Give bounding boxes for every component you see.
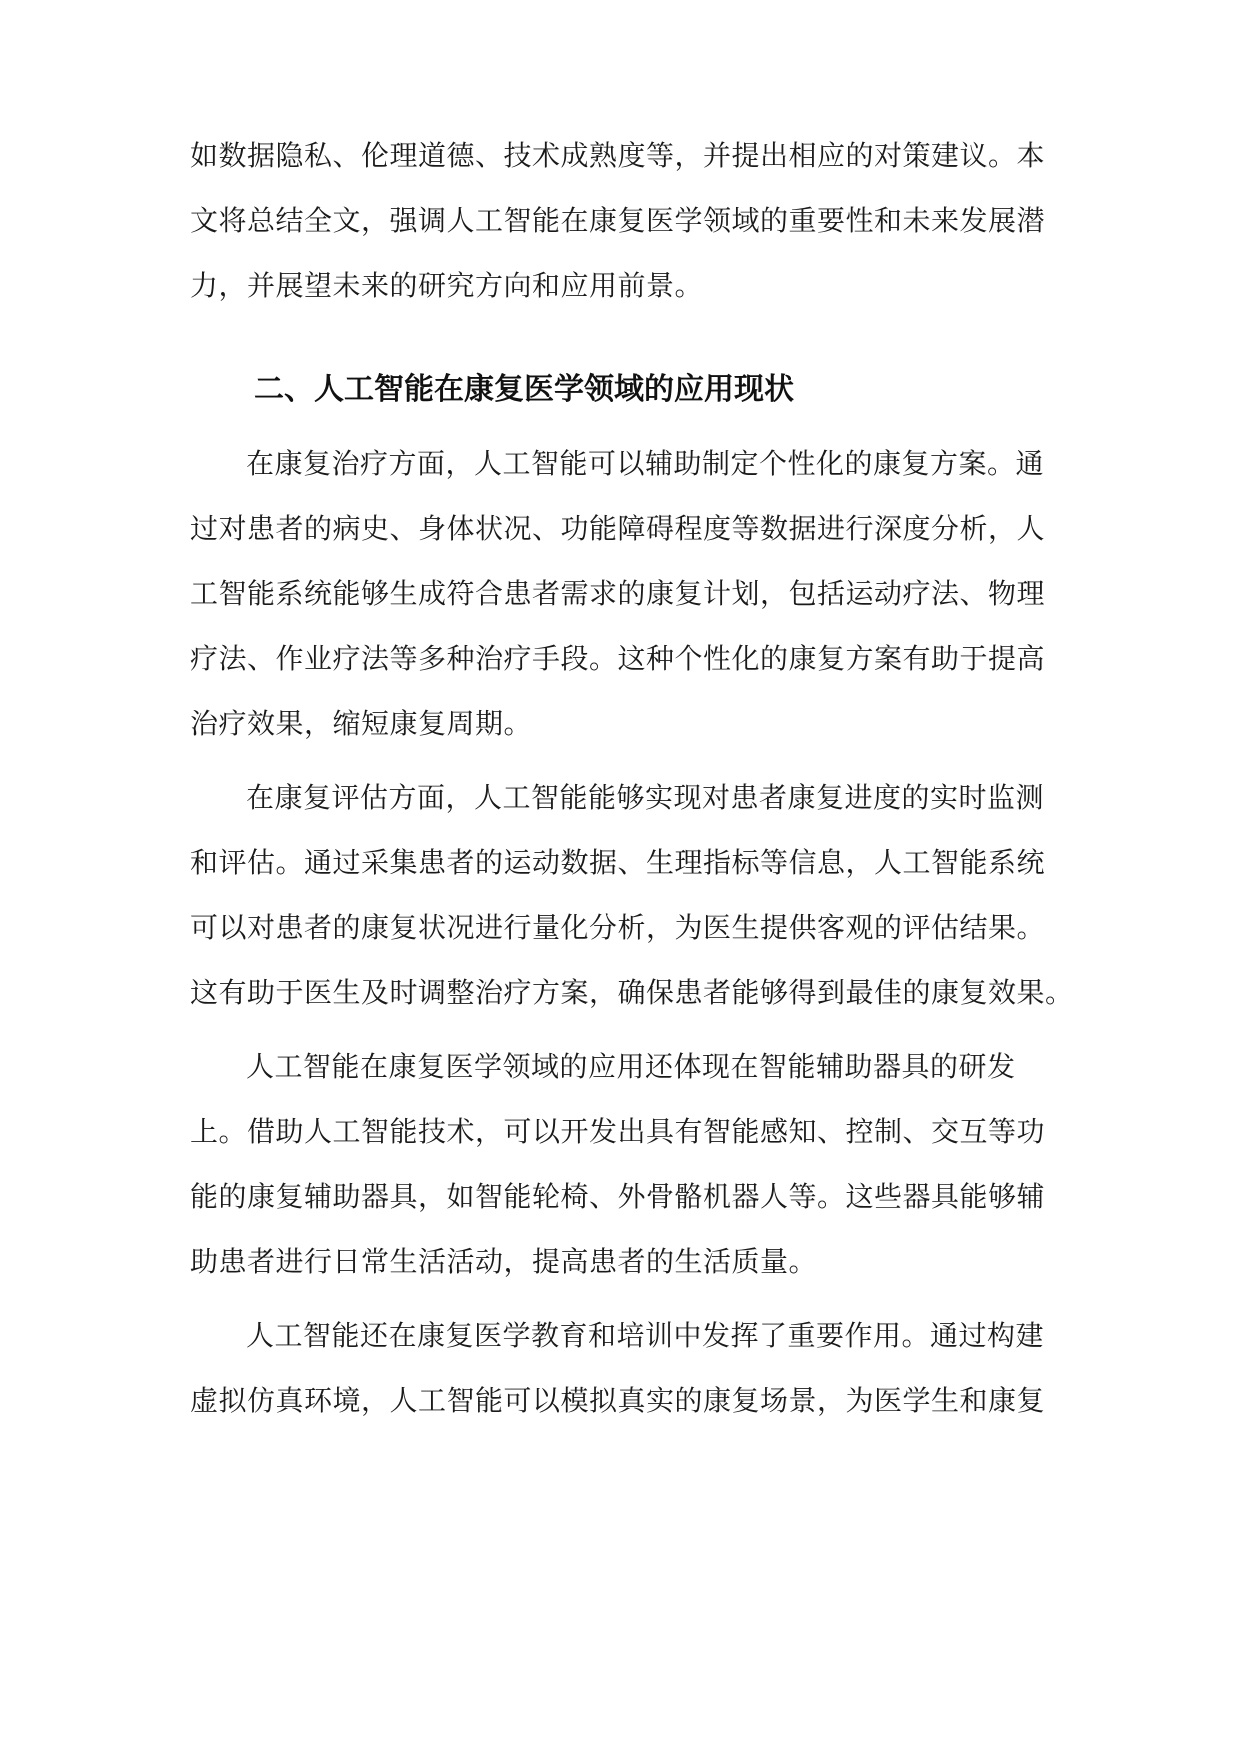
text-line: 在康复评估方面，人工智能能够实现对患者康复进度的实时监测: [246, 781, 1045, 814]
text-line: 过对患者的病史、身体状况、功能障碍程度等数据进行深度分析，人: [190, 512, 1046, 545]
text-line: 力，并展望未来的研究方向和应用前景。: [190, 269, 704, 302]
text-line: 疗法、作业疗法等多种治疗手段。这种个性化的康复方案有助于提高: [190, 642, 1046, 675]
text-line: 在康复治疗方面，人工智能可以辅助制定个性化的康复方案。通: [246, 447, 1045, 480]
text-line: 虚拟仿真环境，人工智能可以模拟真实的康复场景，为医学生和康复: [190, 1384, 1046, 1417]
text-line: 可以对患者的康复状况进行量化分析，为医生提供客观的评估结果。: [190, 911, 1046, 944]
text-line: 助患者进行日常生活活动，提高患者的生活质量。: [190, 1245, 818, 1278]
text-line: 文将总结全文，强调人工智能在康复医学领域的重要性和未来发展潜: [190, 204, 1046, 237]
text-line: 人工智能还在康复医学教育和培训中发挥了重要作用。通过构建: [246, 1319, 1045, 1352]
text-line: 这有助于医生及时调整治疗方案，确保患者能够得到最佳的康复效果。: [190, 976, 1074, 1009]
text-line: 如数据隐私、伦理道德、技术成熟度等，并提出相应的对策建议。本: [190, 139, 1046, 172]
text-line: 和评估。通过采集患者的运动数据、生理指标等信息，人工智能系统: [190, 846, 1046, 879]
section-heading: 二、人工智能在康复医学领域的应用现状: [254, 372, 794, 407]
text-line: 能的康复辅助器具，如智能轮椅、外骨骼机器人等。这些器具能够辅: [190, 1180, 1046, 1213]
text-line: 上。借助人工智能技术，可以开发出具有智能感知、控制、交互等功: [190, 1115, 1046, 1148]
text-line: 工智能系统能够生成符合患者需求的康复计划，包括运动疗法、物理: [190, 577, 1046, 610]
text-line: 人工智能在康复医学领域的应用还体现在智能辅助器具的研发: [246, 1050, 1016, 1083]
text-line: 治疗效果，缩短康复周期。: [190, 707, 533, 740]
